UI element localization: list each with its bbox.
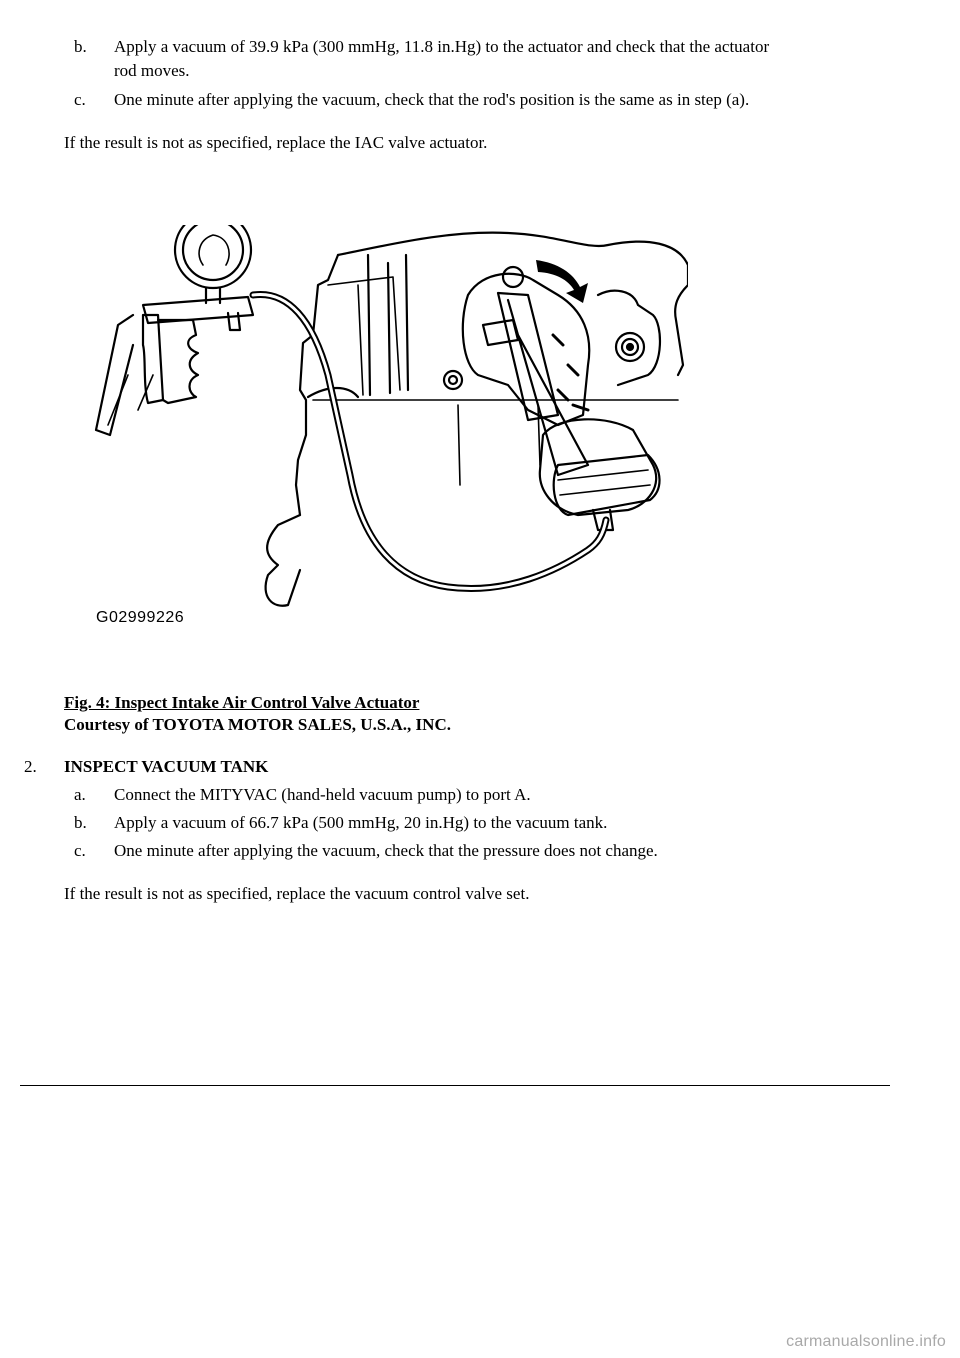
- note-replace-valve-set: If the result is not as specified, replace the vacuum control valve set.: [64, 884, 530, 903]
- step-label: b.: [74, 813, 87, 832]
- section-title: INSPECT VACUUM TANK: [64, 757, 269, 776]
- pivot-top: [503, 267, 523, 287]
- manifold-column: [368, 255, 408, 395]
- step-text: One minute after applying the vacuum, check that the pressure does not change.: [114, 841, 658, 860]
- gauge-inner: [183, 225, 243, 280]
- figure-courtesy: Courtesy of TOYOTA MOTOR SALES, U.S.A., INC.: [64, 715, 451, 734]
- step-label: b.: [74, 37, 87, 56]
- diaphragm-rim: [558, 470, 650, 495]
- step-text: Connect the MITYVAC (hand-held vacuum pump) to port A.: [114, 785, 531, 804]
- step-text: Apply a vacuum of 66.7 kPa (500 mmHg, 20 in.Hg) to the vacuum tank.: [114, 813, 608, 832]
- bolt-left-inner: [449, 376, 457, 384]
- vacuum-hose-core: [253, 294, 606, 588]
- footer-divider: [20, 1085, 890, 1086]
- bolt-left: [444, 371, 462, 389]
- gauge-needle: [199, 235, 229, 265]
- figure-caption-title: Fig. 4: Inspect Intake Air Control Valve Actuator: [64, 693, 420, 712]
- actuator-slots: [553, 335, 588, 410]
- vacuum-hose: [253, 294, 606, 588]
- figure-illustration: [88, 225, 688, 635]
- manifold-right-port: [598, 291, 660, 385]
- figure-iac-actuator: [88, 225, 688, 635]
- actuator-link: [483, 320, 518, 345]
- bolt-center: [627, 344, 633, 350]
- step-label: c.: [74, 841, 86, 860]
- figure-id: G02999226: [96, 609, 185, 626]
- step-label: a.: [74, 785, 86, 804]
- pump-grip: [158, 320, 198, 403]
- step-text-continued: rod moves.: [114, 61, 190, 80]
- section-number: 2.: [24, 757, 37, 776]
- step-text: One minute after applying the vacuum, check that the rod's position is the same as in step (a).: [114, 90, 750, 109]
- manifold-lower: [266, 515, 300, 606]
- note-replace-iac: If the result is not as specified, replace the IAC valve actuator.: [64, 133, 488, 152]
- section-heading: [24, 756, 268, 778]
- step-text: Apply a vacuum of 39.9 kPa (300 mmHg, 11.8 in.Hg) to the actuator and check that the actuator: [114, 37, 770, 56]
- actuator-rod: [498, 293, 558, 420]
- watermark[interactable]: carmanualsonline.info: [786, 1333, 946, 1350]
- figure-caption: [64, 692, 451, 736]
- step-label: c.: [74, 90, 86, 109]
